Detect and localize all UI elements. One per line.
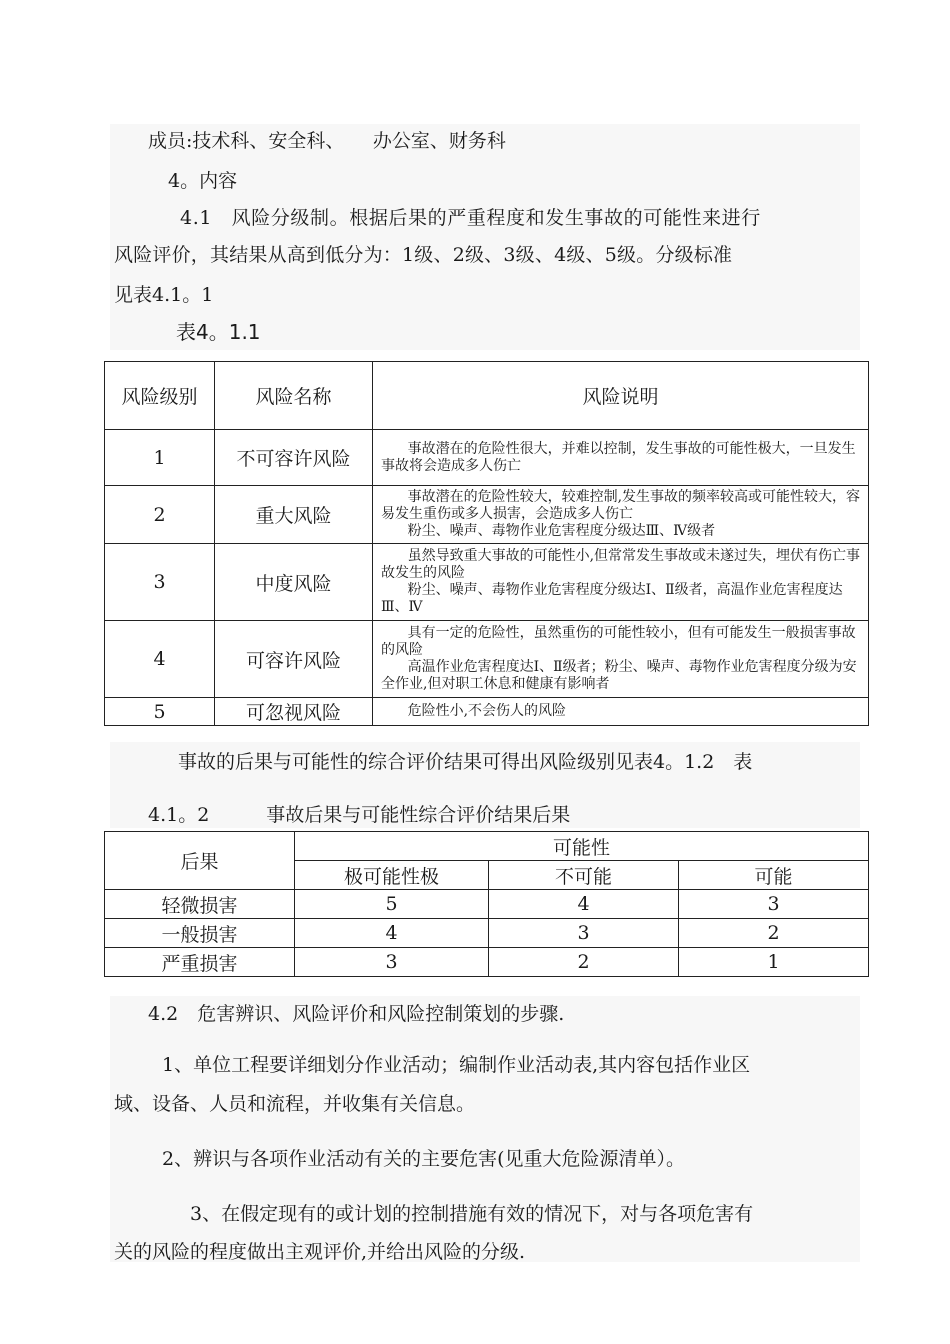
section-4-1-line2: 风险评价，其结果从高到低分为：1级、2级、3级、4级、5级。分级标准 xyxy=(114,244,733,266)
combined-eval-line2: 4.1。2 事故后果与可能性综合评价结果后果 xyxy=(148,804,571,826)
risk-level-value: 4 xyxy=(489,890,679,919)
risk-level-value: 4 xyxy=(295,919,489,948)
consequence-label: 严重损害 xyxy=(105,948,295,977)
risk-desc-cell xyxy=(373,430,869,486)
risk-level-value: 3 xyxy=(679,890,869,919)
table-row xyxy=(105,698,869,726)
risk-name-cell: 重大风险 xyxy=(215,486,373,544)
risk-level-cell: 1 xyxy=(105,430,215,486)
consequence-label: 轻微损害 xyxy=(105,890,295,919)
table-header-row xyxy=(105,832,869,861)
risk-level-cell: 3 xyxy=(105,544,215,621)
table-row xyxy=(105,430,869,486)
risk-desc-text: 具有一定的危险性，虽然重伤的可能性较小，但有可能发生一般损害事故的风险 xyxy=(381,625,856,658)
risk-level-cell: 2 xyxy=(105,486,215,544)
consequence-header: 后果 xyxy=(105,832,295,890)
table-row xyxy=(105,544,869,621)
table-row xyxy=(105,486,869,544)
risk-desc-text: 粉尘、噪声、毒物作业危害程度分级达Ⅰ、Ⅱ级者，高温作业危害程度达Ⅲ、Ⅳ xyxy=(381,582,843,615)
likelihood-column-header: 不可能 xyxy=(489,861,679,890)
header-risk-name: 风险名称 xyxy=(215,362,373,430)
consequence-likelihood-table xyxy=(104,831,869,977)
risk-level-value: 5 xyxy=(295,890,489,919)
risk-level-value: 2 xyxy=(489,948,679,977)
step-2: 2、辨识与各项作业活动有关的主要危害(见重大危险源清单）。 xyxy=(162,1148,686,1170)
header-risk-desc: 风险说明 xyxy=(373,362,869,430)
consequence-label: 一般损害 xyxy=(105,919,295,948)
combined-eval-line1: 事故的后果与可能性的综合评价结果可得出风险级别见表4。1.2 表 xyxy=(178,751,753,773)
risk-desc-cell xyxy=(373,621,869,698)
section-4-2-heading: 4.2 危害辨识、风险评价和风险控制策划的步骤. xyxy=(148,1003,565,1025)
risk-name-cell: 中度风险 xyxy=(215,544,373,621)
risk-level-value: 3 xyxy=(295,948,489,977)
risk-level-table xyxy=(104,361,869,726)
table-header-row xyxy=(105,362,869,430)
header-risk-level: 风险级别 xyxy=(105,362,215,430)
table-row xyxy=(105,621,869,698)
step-1-line2: 域、设备、人员和流程，并收集有关信息。 xyxy=(114,1093,476,1115)
table1-caption: 表4。1.1 xyxy=(176,320,261,344)
risk-desc-text: 高温作业危害程度达Ⅰ、Ⅱ级者；粉尘、噪声、毒物作业危害程度分级为安全作业,但对职工休息和健康有影响者 xyxy=(381,659,857,692)
section-4-heading: 4。内容 xyxy=(168,170,238,192)
risk-name-cell: 不可容许风险 xyxy=(215,430,373,486)
likelihood-column-header: 可能 xyxy=(679,861,869,890)
risk-desc-text: 粉尘、噪声、毒物作业危害程度分级达Ⅲ、Ⅳ级者 xyxy=(407,523,716,539)
risk-desc-cell xyxy=(373,698,869,726)
risk-name-cell: 可忽视风险 xyxy=(215,698,373,726)
risk-desc-text: 事故潜在的危险性很大，并难以控制，发生事故的可能性极大，一旦发生事故将会造成多人伤亡 xyxy=(381,440,856,474)
members-line: 成员:技术科、安全科、 办公室、财务科 xyxy=(148,130,506,152)
risk-level-value: 2 xyxy=(679,919,869,948)
risk-level-cell: 5 xyxy=(105,698,215,726)
risk-desc-text: 虽然导致重大事故的可能性小,但常常发生事故或未遂过失，埋伏有伤亡事故发生的风险 xyxy=(381,548,861,581)
step-1-line1: 1、单位工程要详细划分作业活动；编制作业活动表,其内容包括作业区 xyxy=(162,1054,751,1076)
step-3-line1: 3、在假定现有的或计划的控制措施有效的情况下，对与各项危害有 xyxy=(190,1203,754,1225)
risk-level-cell: 4 xyxy=(105,621,215,698)
risk-level-value: 3 xyxy=(489,919,679,948)
intro-band xyxy=(110,124,860,350)
section-4-1-line1: 4.1 风险分级制。根据后果的严重程度和发生事故的可能性来进行 xyxy=(180,207,761,229)
risk-level-value: 1 xyxy=(679,948,869,977)
section-4-1-line3: 见表4.1。1 xyxy=(114,284,214,306)
table-row xyxy=(105,948,869,977)
risk-desc-text: 事故潜在的危险性较大，较难控制,发生事故的频率较高或可能性较大，容易发生重伤或多人损害，会造成多人伤亡 xyxy=(381,489,861,522)
risk-desc-cell xyxy=(373,486,869,544)
likelihood-column-header: 极可能性极 xyxy=(295,861,489,890)
risk-desc-text: 危险性小,不会伤人的风险 xyxy=(407,703,567,719)
likelihood-group-header: 可能性 xyxy=(295,832,869,861)
step-3-line2: 关的风险的程度做出主观评价,并给出风险的分级. xyxy=(114,1241,526,1263)
risk-desc-cell xyxy=(373,544,869,621)
table-row xyxy=(105,890,869,919)
table-row xyxy=(105,919,869,948)
risk-name-cell: 可容许风险 xyxy=(215,621,373,698)
